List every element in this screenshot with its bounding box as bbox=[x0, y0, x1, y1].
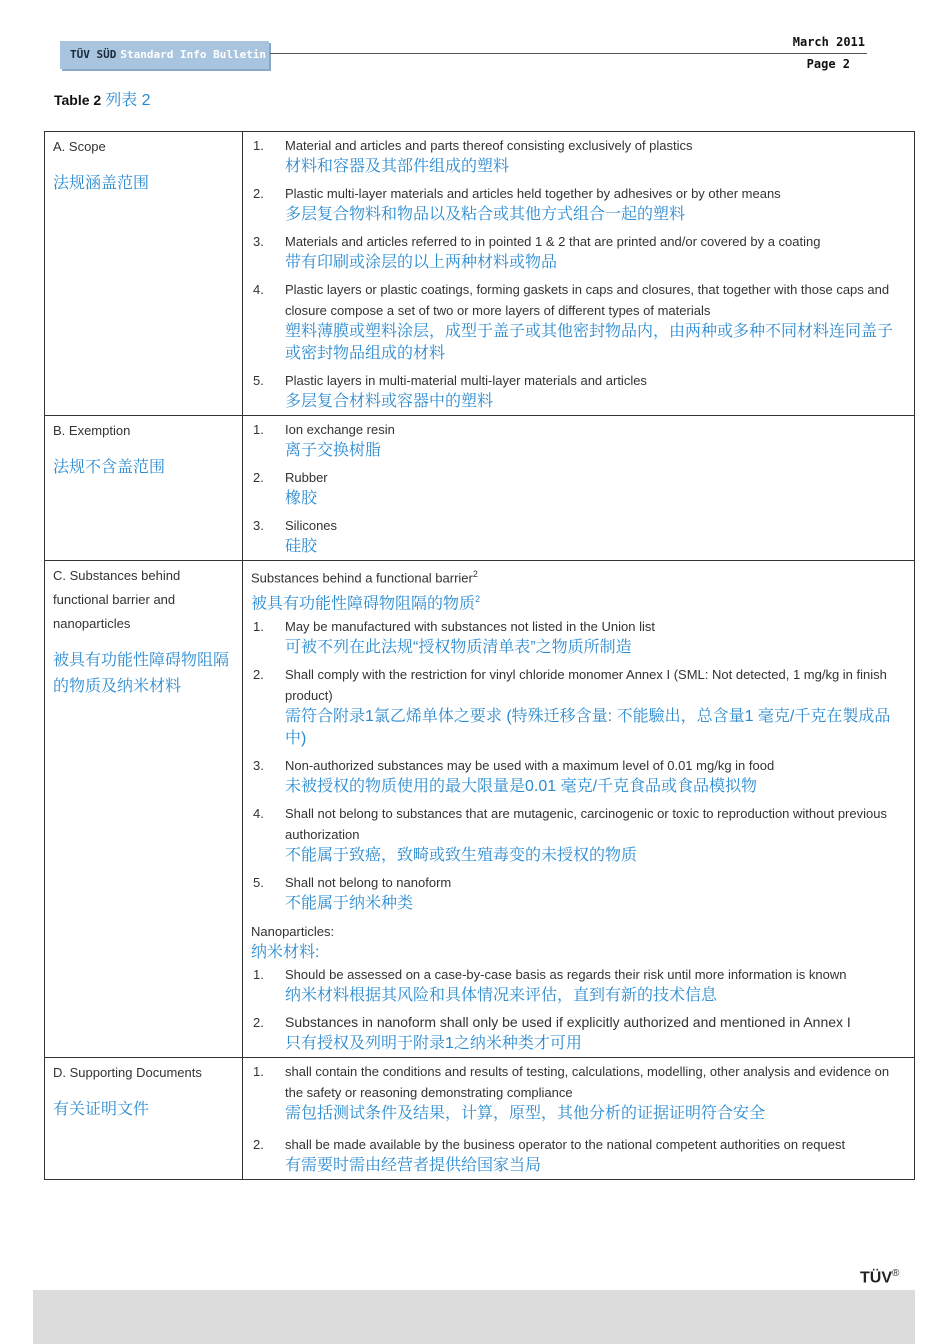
item-text-en: Substances in nanoform shall only be used if explicitly authorized and mentioned in Annex I bbox=[285, 1013, 851, 1030]
tuv-logo bbox=[860, 1268, 899, 1287]
item-text-en: Shall comply with the restriction for vinyl chloride monomer Annex I (SML: Not detected, 1 mg/kg in finish product) bbox=[285, 666, 887, 703]
item-text-en: Plastic multi-layer materials and articles held together by adhesives or by other means bbox=[285, 186, 781, 201]
item-text-zh: 需包括测试条件及结果，计算，原型，其他分析的证据证明符合安全 bbox=[285, 1104, 766, 1122]
item-text-en: Ion exchange resin bbox=[285, 422, 395, 437]
section-d-label-zh: 有关证明文件 bbox=[53, 1100, 150, 1118]
section-c-label-zh: 被具有功能性障碍物阻隔的物质及纳米材料 bbox=[53, 652, 230, 695]
item-number: 2. bbox=[253, 470, 264, 485]
item-text-zh: 多层复合物料和物品以及粘合或其他方式组合一起的塑料 bbox=[285, 206, 686, 223]
table-row-supporting-documents bbox=[45, 1057, 915, 1179]
item-number: 1. bbox=[253, 422, 264, 437]
item-text-en: Rubber bbox=[285, 470, 328, 485]
item-text-zh: 未被授权的物质使用的最大限量是0.01 毫克/千克食品或食品模拟物 bbox=[285, 777, 758, 795]
item-number: 1. bbox=[253, 966, 264, 982]
item-text-zh: 橡胶 bbox=[285, 490, 318, 507]
section-a-label-zh: 法规涵盖范围 bbox=[53, 175, 150, 192]
list-item bbox=[251, 231, 906, 274]
table-caption-en: Table 2 bbox=[54, 92, 102, 108]
item-text-en: Silicones bbox=[285, 518, 338, 533]
item-number: 2. bbox=[253, 1014, 264, 1030]
list-item bbox=[251, 467, 906, 510]
table-row-exemption bbox=[45, 416, 915, 561]
brand-logo-banner bbox=[60, 41, 269, 69]
brand-subtitle: Standard Info Bulletin bbox=[120, 48, 267, 61]
item-text-zh: 有需要时需由经营者提供给国家当局 bbox=[285, 1156, 542, 1174]
item-text-zh: 材料和容器及其部件组成的塑料 bbox=[285, 158, 510, 175]
item-text-en: shall contain the conditions and results of testing, calculations, modelling, other analysis and evidence on the safety or reasoning demonstrating compliance bbox=[285, 1063, 890, 1100]
list-item bbox=[251, 1134, 906, 1177]
item-number: 5. bbox=[253, 373, 264, 388]
section-label-cell bbox=[45, 132, 243, 416]
footnote-mark: 2 bbox=[472, 569, 478, 579]
list-item bbox=[251, 416, 906, 462]
section-label-cell bbox=[45, 1057, 243, 1179]
item-text-zh: 塑料薄膜或塑料涂层，成型于盖子或其他密封物品内，由两种或多种不同材料连同盖子或密封物品组成的材料 bbox=[285, 323, 894, 362]
list-item bbox=[251, 515, 906, 558]
functional-barrier-heading: Substances behind a functional barrier bbox=[251, 570, 473, 586]
item-number: 5. bbox=[253, 874, 264, 890]
list-item bbox=[251, 803, 906, 867]
section-d-items bbox=[243, 1057, 915, 1179]
list-item bbox=[251, 664, 906, 750]
item-number: 3. bbox=[253, 518, 264, 533]
section-label-cell bbox=[45, 416, 243, 561]
item-number: 1. bbox=[253, 1063, 264, 1079]
item-number: 2. bbox=[253, 1136, 264, 1152]
section-a-items bbox=[243, 132, 915, 416]
brand-name: TÜV SÜD bbox=[70, 48, 117, 61]
item-text-en: shall be made available by the business operator to the national competent authorities on request bbox=[285, 1136, 846, 1152]
item-text-zh: 离子交换树脂 bbox=[285, 442, 382, 459]
item-text-en: Shall not belong to nanoform bbox=[285, 874, 452, 890]
section-c-items bbox=[243, 561, 915, 1058]
item-text-zh: 只有授权及列明于附录1之纳米种类才可用 bbox=[285, 1034, 582, 1052]
nanoparticles-heading-zh: 纳米材料: bbox=[251, 943, 320, 961]
registered-mark: ® bbox=[892, 1268, 900, 1279]
header-date: March 2011 bbox=[792, 35, 865, 49]
section-b-label-zh: 法规不含盖范围 bbox=[53, 459, 166, 476]
item-text-en: Shall not belong to substances that are mutagenic, carcinogenic or toxic to reproduction without previous authorization bbox=[285, 805, 887, 842]
item-text-zh: 不能属于致癌，致畸或致生殖毒变的未授权的物质 bbox=[285, 846, 638, 864]
item-number: 4. bbox=[253, 805, 264, 821]
list-item bbox=[251, 279, 906, 365]
footnote-mark: 2 bbox=[475, 594, 481, 605]
item-text-zh: 多层复合材料或容器中的塑料 bbox=[285, 393, 494, 410]
list-item bbox=[251, 616, 906, 659]
item-text-en: Should be assessed on a case-by-case basis as regards their risk until more information is known bbox=[285, 966, 847, 982]
list-item bbox=[251, 370, 906, 413]
regulation-table bbox=[44, 131, 915, 1180]
item-text-en: May be manufactured with substances not listed in the Union list bbox=[285, 618, 655, 634]
nanoparticles-heading: Nanoparticles: bbox=[251, 923, 335, 939]
table-caption-zh: 列表 2 bbox=[105, 92, 151, 109]
item-number: 3. bbox=[253, 234, 264, 249]
item-number: 1. bbox=[253, 618, 264, 634]
item-text-zh: 硅胶 bbox=[285, 538, 318, 555]
logo-text: TÜV bbox=[860, 1269, 892, 1287]
section-c-label-en: C. Substances behind functional barrier and nanoparticles bbox=[53, 568, 181, 631]
list-item bbox=[251, 1058, 906, 1125]
section-label-cell bbox=[45, 561, 243, 1058]
list-item bbox=[251, 872, 906, 915]
table-row-scope bbox=[45, 132, 915, 416]
item-number: 4. bbox=[253, 282, 264, 297]
item-text-zh: 纳米材料根据其风险和具体情况来评估，直到有新的技术信息 bbox=[285, 986, 718, 1004]
section-b-label-en: B. Exemption bbox=[53, 423, 131, 438]
item-text-zh: 需符合附录1氯乙烯单体之要求 (特殊迁移含量: 不能驗出，总含量1 毫克/千克在製成品中) bbox=[285, 707, 891, 747]
functional-barrier-heading-zh: 被具有功能性障碍物阻隔的物质 bbox=[251, 595, 476, 613]
group-heading-zh bbox=[251, 588, 906, 615]
list-item bbox=[251, 132, 906, 178]
section-d-label-en: D. Supporting Documents bbox=[53, 1064, 202, 1080]
table-row-substances bbox=[45, 561, 915, 1058]
list-item bbox=[251, 183, 906, 226]
item-text-zh: 带有印刷或涂层的以上两种材料或物品 bbox=[285, 254, 558, 271]
item-number: 3. bbox=[253, 757, 264, 773]
item-text-en: Non-authorized substances may be used with a maximum level of 0.01 mg/kg in food bbox=[285, 757, 775, 773]
header-rule bbox=[270, 53, 867, 54]
item-text-zh: 可被不列在此法规“授权物质清单表”之物质所制造 bbox=[285, 638, 632, 656]
item-text-en: Materials and articles referred to in pointed 1 & 2 that are printed and/or covered by a coating bbox=[285, 234, 821, 249]
item-number: 2. bbox=[253, 186, 264, 201]
item-text-en: Plastic layers in multi-material multi-layer materials and articles bbox=[285, 373, 647, 388]
item-text-en: Plastic layers or plastic coatings, forming gaskets in caps and closures, that together with those caps and closure compose a set of two or more layers of different types of materials bbox=[285, 282, 890, 318]
section-b-items bbox=[243, 416, 915, 561]
item-text-en: Material and articles and parts thereof consisting exclusively of plastics bbox=[285, 138, 693, 153]
table-caption bbox=[54, 90, 151, 112]
item-text-zh: 不能属于纳米种类 bbox=[285, 894, 414, 912]
item-number: 1. bbox=[253, 138, 264, 153]
item-number: 2. bbox=[253, 666, 264, 682]
footer-band bbox=[33, 1290, 915, 1344]
section-a-label-en: A. Scope bbox=[53, 139, 106, 154]
list-item bbox=[251, 964, 906, 1007]
list-item bbox=[251, 1012, 906, 1055]
group-heading-en bbox=[251, 561, 906, 588]
header-page-number: Page 2 bbox=[806, 57, 850, 71]
list-item bbox=[251, 755, 906, 798]
